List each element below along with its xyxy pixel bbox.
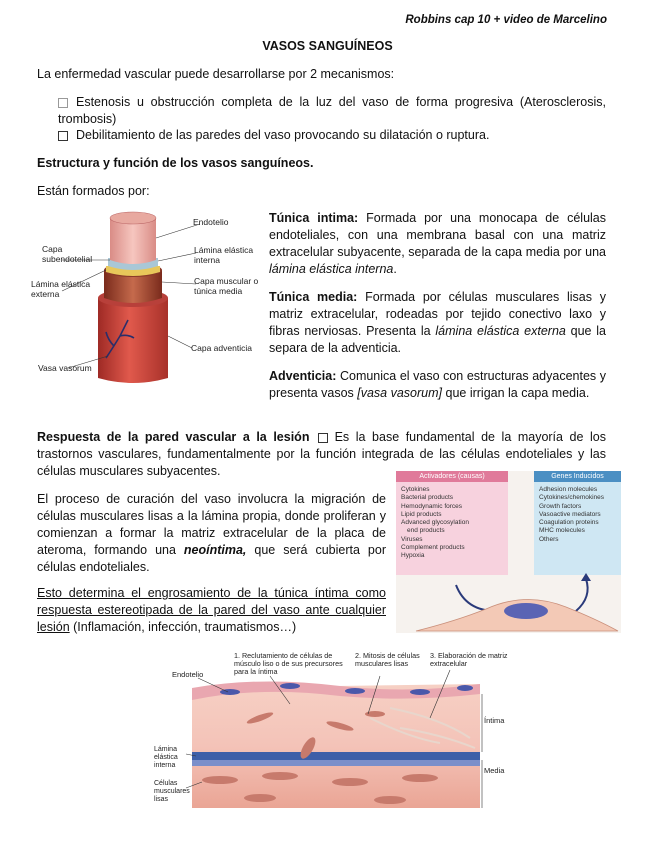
checkbox-icon (58, 131, 68, 141)
bullet-2: Debilitamiento de las paredes del vaso provocando su dilatación o ruptura. (58, 127, 606, 144)
label-vasa-vasorum: Vasa vasorum (38, 363, 92, 373)
vessel-diagram (28, 208, 263, 388)
adventicia-paragraph: Adventicia: Comunica el vaso con estructuras adyacentes y presenta vasos [vasa vasorum] que irrigan la capa media. (269, 369, 606, 400)
label-capa-muscular: Capa muscular o túnica media (194, 276, 259, 296)
label-capa-adventicia: Capa adventicia (191, 343, 252, 353)
wall-label-intima: Íntima (484, 716, 505, 725)
step-recruitment: 1. Reclutamiento de células de músculo liso o de sus precursores para la íntima (234, 651, 343, 677)
wall-label-endotelio: Endotelio (172, 670, 204, 679)
step-mitosis: 2. Mitosis de células musculares lisas (355, 651, 420, 669)
vessel-wall-figure (140, 648, 610, 833)
vessel-wall-illustration (140, 648, 610, 833)
checkbox-icon (58, 98, 68, 108)
activators-title: Activadores (causas) (396, 471, 508, 482)
label-lamina-externa: Lámina elástica externa (31, 279, 91, 299)
genes-title: Genes Inducidos (534, 471, 621, 482)
activators-list: Cytokines Bacterial products Hemodynamic forces Lipid products Advanced glycosylation end products Viruses Complement products Hypoxia (401, 486, 469, 560)
wall-label-celulas: Células musculares lisas (154, 780, 190, 803)
label-capa-subendotelial: Capa subendotelial (42, 244, 93, 264)
wall-label-lamina: Lámina elástica interna (154, 746, 178, 769)
checkbox-icon (318, 433, 328, 443)
endothelial-activation-figure (396, 471, 621, 633)
thickening-paragraph: Esto determina el engrosamiento de la túnica íntima como respuesta estereotipada de la pared del vaso ante cualquier lesión (Inflamación, infección, traumatismos…) (37, 586, 386, 634)
intro-text: La enfermedad vascular puede desarrollarse por 2 mecanismos: (37, 67, 395, 81)
wall-label-media: Media (484, 766, 505, 775)
tunica-intima-paragraph: Túnica intima: Formada por una monocapa de células endoteliales, con una membrana basal con una matriz extracelular subyacente, separada de la capa media por una lámina elástica interna. (269, 211, 606, 276)
label-endotelio: Endotelio (193, 217, 229, 227)
response-paragraph: Respuesta de la pared vascular a la lesión Es la base fundamental de la mayoría de los trastornos vasculares, fundamentalmente por la función integrada de las células endoteliales y las células musculares subyacentes. (37, 430, 606, 478)
tunica-media-paragraph: Túnica media: Formada por células musculares lisas y matriz extracelular, rodeadas por tejido conectivo laxo y fibras nerviosas. Presenta la lámina elástica externa que la separa de la adventicia. (269, 290, 607, 355)
bullet-1: Estenosis u obstrucción completa de la luz del vaso de forma progresiva (Aterosclerosis, trombosis) (58, 95, 606, 126)
genes-list: Adhesion molecules Cytokines/chemokines Growth factors Vasoactive mediators Coagulation proteins MHC molecules Others (539, 486, 605, 543)
healing-paragraph: El proceso de curación del vaso involucra la migración de células musculares lisas a la lámina propia, donde proliferan y comienzan a formar la matriz extracelular de la placa de ateroma, formando una neoíntima, que será cubierta por células endoteliales. (37, 492, 386, 574)
page-title: VASOS SANGUÍNEOS (262, 39, 393, 53)
step-matrix: 3. Elaboración de matriz extracelular (430, 651, 508, 669)
section-lead: Están formados por: (37, 184, 150, 198)
header-note: Robbins cap 10 + video de Marcelino (405, 14, 607, 26)
endothelial-cell-illustration (396, 471, 621, 633)
section-heading-structure: Estructura y función de los vasos sanguíneos. (37, 156, 314, 170)
label-lamina-interna: Lámina elástica interna (194, 245, 254, 265)
